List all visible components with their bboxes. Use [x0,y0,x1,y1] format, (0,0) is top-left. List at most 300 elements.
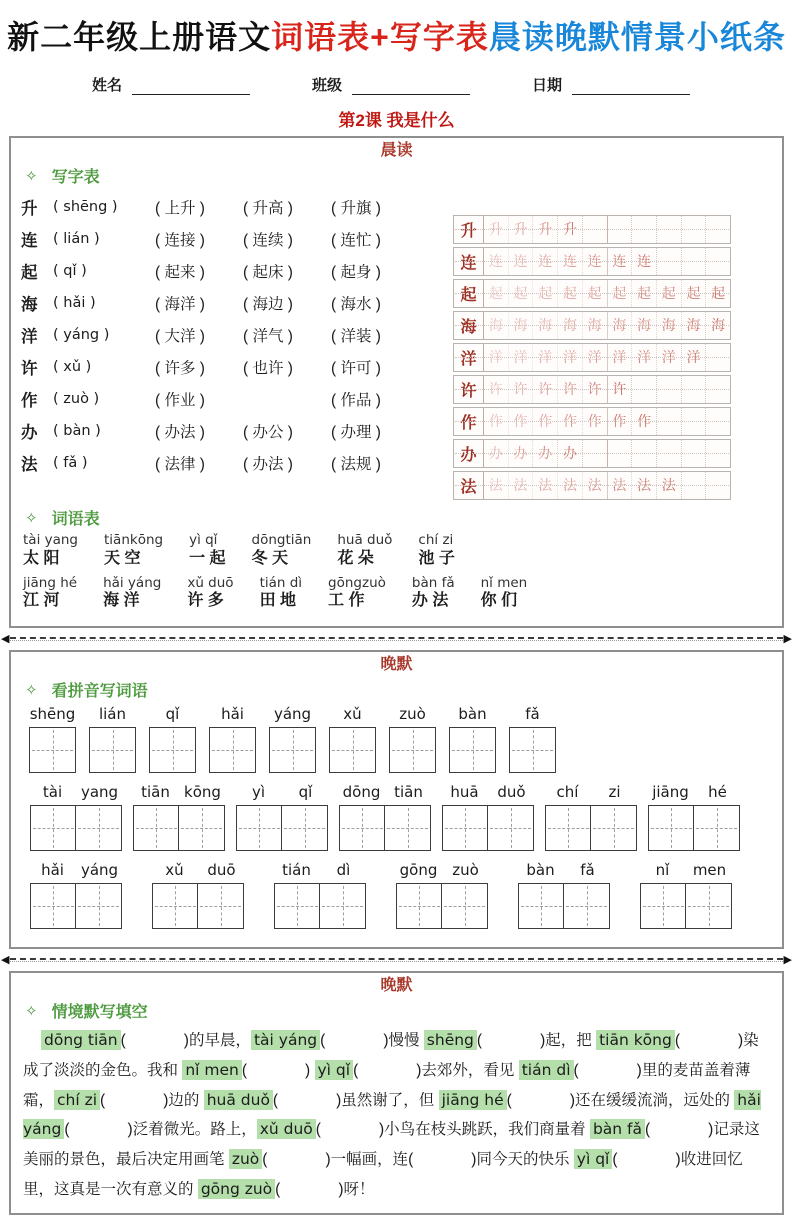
answer-blank: ( ) [320,1032,389,1050]
stroke-row-character: 作 [454,408,484,435]
stroke-order-row [453,375,731,404]
word-hanzi: 海 洋 [103,592,140,610]
paragraph-text: 的早晨， [188,1032,251,1050]
pinyin-label: fǎ [525,705,540,724]
pinyin-syllable-1: yì [251,783,266,802]
stroke-cell [656,248,681,275]
lesson-title: 第2课 我是什么 [338,111,455,130]
stroke-cell: 海 [681,312,706,339]
stroke-cell [705,248,730,275]
writing-grid-pair [640,883,732,929]
stroke-cell [681,440,706,467]
writing-table-row [21,287,453,319]
pinyin-box-group [29,783,123,851]
stroke-cell [656,216,681,243]
writing-grid-pair [30,883,122,929]
stroke-cell [705,216,730,243]
left-arrow-icon: ◀ [1,953,10,966]
pinyin-box-group [517,861,611,929]
stroke-cell [705,344,730,371]
pinyin-box-group [269,705,316,773]
writing-grid-pair [30,805,122,851]
pinyin-syllable-1: jiāng [652,783,689,802]
writing-grid-box [178,805,225,851]
stroke-cell: 许 [607,376,632,403]
answer-blank: ( ) [476,1032,546,1050]
pinyin-syllable-2: dì [336,861,351,880]
pinyin-highlight: bàn fǎ [590,1119,645,1139]
stroke-cells [484,280,730,307]
writing-grid-box [590,805,637,851]
stroke-cell: 作 [488,413,503,430]
word-hanzi: 许 多 [187,592,224,610]
context-dictation-header [21,999,772,1022]
stroke-cell [607,440,632,467]
pinyin-syllable-1: tián [282,861,311,880]
pinyin-box-group [235,783,329,851]
stroke-cell: 办 [488,445,503,462]
word-item [103,576,161,612]
word-cell-1: ( 连接 ) [155,232,205,249]
pinyin-highlight: hǎi yáng [23,1090,761,1139]
stroke-cell: 海 [631,312,656,339]
writing-table-row [21,319,453,351]
pinyin-syllable-1: chí [556,783,579,802]
writing-grid-box [236,805,283,851]
paragraph-text: 呀！ [343,1180,375,1198]
stroke-cell: 法 [582,472,607,499]
stroke-cell: 海 [508,312,533,339]
hanzi-character: 法 [21,456,38,474]
stroke-cell: 许 [582,376,607,403]
pinyin-highlight: shēng [424,1030,477,1050]
word-pinyin: tài yang [23,532,78,548]
stroke-cell: 作 [508,408,533,435]
pinyin-highlight: tián dì [519,1060,574,1080]
word-cell-2: ( 海边 ) [243,296,293,313]
pinyin-box-row-1 [29,705,772,773]
word-hanzi: 太 阳 [23,549,60,567]
stroke-cell: 许 [508,376,533,403]
right-arrow-icon: ▶ [783,632,792,645]
writing-grid-box [152,883,199,929]
word-item [189,533,225,569]
pinyin-pair-label [235,783,329,801]
paragraph-text: 去郊外，看见 [421,1061,519,1079]
hanzi-character: 起 [21,264,38,282]
pinyin-cell: ( yáng ) [53,327,110,343]
date-label: 日期 [532,77,563,94]
stroke-row-character: 海 [454,312,484,339]
pinyin-cell: ( qǐ ) [53,263,87,279]
stroke-cell: 作 [631,408,656,435]
word-cell-2: ( 洋气 ) [243,328,293,345]
writing-table-header [21,164,772,187]
paragraph-text [310,1062,314,1079]
stroke-cell [656,376,681,403]
class-field [312,74,470,95]
writing-grid-box [29,727,76,773]
writing-grid-pair [545,805,637,851]
stroke-cell: 起 [705,280,730,307]
paragraph-text: 慢慢 [388,1032,424,1050]
hanzi-character: 许 [21,360,38,378]
paragraph-text: 边的 [168,1091,204,1109]
answer-blank: ( ) [64,1121,133,1139]
writing-grid-box [281,805,328,851]
date-blank-line [572,80,690,95]
paragraph-text: 同今天的快乐 [476,1151,574,1169]
pinyin-box-group [544,783,638,851]
writing-grid-box [274,883,321,929]
morning-body [21,191,772,503]
word-list-row-1 [23,533,772,569]
writing-grid-pair [442,805,534,851]
stroke-cell: 洋 [532,344,557,371]
pinyin-highlight: huā duǒ [204,1090,273,1110]
word-item [23,533,78,569]
stroke-cell: 海 [557,312,582,339]
word-pinyin: chí zi [418,532,454,548]
answer-blank: ( ) [315,1121,385,1139]
pinyin-highlight: yì qǐ [315,1060,354,1080]
date-field [532,74,690,95]
word-cell-3: ( 作品 ) [331,392,381,409]
stroke-cell: 升 [532,216,557,243]
pinyin-pair-label [639,861,733,879]
answer-blank: ( ) [262,1151,331,1169]
stroke-cell [705,408,730,435]
stroke-cell: 海 [656,312,681,339]
stroke-cell: 洋 [607,344,632,371]
name-label: 姓名 [92,77,123,94]
cut-line [1,633,792,645]
stroke-cell: 连 [557,248,582,275]
stroke-order-row [453,439,731,468]
pinyin-highlight: jiāng hé [439,1090,507,1110]
section-morning-reading [9,136,784,628]
pinyin-box-group [132,783,226,851]
stroke-order-row [453,247,731,276]
writing-grid-pair [518,883,610,929]
writing-grid-pair [236,805,328,851]
pinyin-highlight: chí zi [54,1090,100,1110]
stroke-cell [705,472,730,499]
stroke-cell: 连 [582,248,607,275]
word-cell-3: ( 升旗 ) [331,200,381,217]
answer-blank: ( ) [272,1091,342,1109]
word-item [23,576,77,612]
word-cell-1: ( 办法 ) [155,424,205,441]
writing-grid-box [133,805,180,851]
writing-grid-box [518,883,565,929]
diamond-icon: ✧ [25,1002,38,1020]
stroke-order-row [453,215,731,244]
pinyin-cell: ( shēng ) [53,199,118,215]
word-pinyin: jiāng hé [23,574,78,591]
answer-blank: ( ) [353,1061,422,1079]
writing-table-row [21,351,453,383]
word-cell-1: ( 大洋 ) [155,328,205,345]
stroke-cell: 法 [631,472,656,499]
writing-grid-box [197,883,244,929]
writing-table [21,191,453,503]
pinyin-writing-title: 看拼音写词语 [51,683,148,701]
stroke-cell [582,440,607,467]
paragraph-text: 虽然谢了，但 [341,1091,439,1109]
writing-grid-box [319,883,366,929]
pinyin-pair-label [395,861,489,879]
stroke-cell: 连 [631,248,656,275]
writing-grid-pair [133,805,225,851]
stroke-cell: 连 [607,248,632,275]
word-pinyin: dōngtiān [251,532,312,548]
paragraph-text: 一幅画，连 [330,1151,409,1169]
word-table-title: 词语表 [51,511,100,528]
word-list-row-2 [23,576,772,612]
answer-blank: ( ) [573,1061,642,1079]
word-hanzi: 工 作 [328,592,365,610]
pinyin-box-group [338,783,432,851]
word-cell-2: ( 也许 ) [243,360,293,377]
pinyin-box-group [29,861,123,929]
word-cell-1: ( 海洋 ) [155,296,205,313]
stroke-cell: 洋 [508,344,533,371]
stroke-cell: 作 [607,408,632,435]
writing-grid-box [75,883,122,929]
stroke-cell: 作 [557,408,582,435]
stroke-cells [484,472,730,499]
stroke-cells [484,408,730,435]
stroke-cell: 连 [508,248,533,275]
stroke-order-row [453,279,731,308]
pinyin-label: zuò [399,705,426,724]
evening-header-2: 晚默 [380,977,413,995]
hanzi-character: 升 [21,200,38,218]
page-title [4,12,789,58]
title-part-red: 词语表+写字表 [271,19,489,55]
diamond-icon: ✧ [25,681,38,699]
word-cell-1: ( 法律 ) [155,456,205,473]
stroke-cell [631,440,656,467]
stroke-order-row [453,407,731,436]
pinyin-syllable-2: zuò [452,861,479,880]
stroke-cell [681,472,706,499]
answer-blank: ( ) [408,1151,477,1169]
name-field [92,74,250,95]
pinyin-box-row-2 [29,783,772,851]
stroke-cell: 海 [488,317,503,334]
pinyin-label: hǎi [221,705,244,724]
pinyin-label: yáng [273,705,312,724]
pinyin-pair-label [151,861,245,879]
pinyin-syllable-1: huā [450,783,479,802]
pinyin-highlight: tiān kōng [596,1030,675,1050]
writing-table-row [21,447,453,479]
word-cell-1: ( 上升 ) [155,200,205,217]
pinyin-syllable-2: kōng [184,783,221,802]
pinyin-box-group [449,705,496,773]
writing-grid-box [545,805,592,851]
writing-grid-pair [396,883,488,929]
stroke-cell [681,216,706,243]
context-dictation-title: 情境默写填空 [51,1004,148,1022]
writing-table-row [21,191,453,223]
word-item [328,576,386,612]
paragraph-text: 里的麦苗盖着薄霜， [23,1061,751,1109]
pinyin-cell: ( fǎ ) [53,455,88,471]
paragraph-text: 染成了淡淡的金色。我和 [23,1032,759,1079]
word-hanzi: 田 地 [259,592,297,610]
answer-blank: ( ) [100,1091,169,1109]
pinyin-syllable-2: tiān [394,783,423,802]
writing-grid-box [75,805,122,851]
writing-grid-box [30,883,77,929]
pinyin-pair-label [273,861,367,879]
stroke-cell: 法 [656,472,681,499]
writing-grid-box [329,727,376,773]
stroke-cell: 升 [557,216,582,243]
writing-grid-box [563,883,610,929]
pinyin-highlight: nǐ men [182,1060,242,1080]
dictation-paragraph [23,1026,770,1205]
word-pinyin: tián dì [259,574,303,591]
stroke-cell [631,376,656,403]
word-hanzi: 天 空 [104,549,141,567]
hanzi-character: 连 [21,232,38,250]
stroke-cell: 办 [532,440,557,467]
writing-table-row [21,383,453,415]
stroke-cell: 起 [557,280,582,307]
word-pinyin: gōngzuò [328,574,386,591]
stroke-cell [656,408,681,435]
pinyin-highlight: zuò [229,1149,262,1169]
stroke-cell: 办 [557,440,582,467]
pinyin-pair-label [517,861,611,879]
stroke-cell: 起 [681,280,706,307]
pinyin-box-group [647,783,741,851]
stroke-cell: 洋 [582,344,607,371]
writing-grid-box [269,727,316,773]
stroke-cell: 法 [508,472,533,499]
pinyin-box-group [395,861,489,929]
stroke-cell: 升 [488,221,503,238]
stroke-row-character: 升 [454,216,484,243]
stroke-cell: 连 [532,248,557,275]
writing-grid-box [685,883,732,929]
pinyin-cell: ( lián ) [53,231,100,247]
pinyin-box-group [509,705,556,773]
paragraph-text: 收进回忆里，这真是一次有意义的 [23,1151,743,1198]
writing-grid-box [648,805,695,851]
word-hanzi: 池 子 [418,549,455,567]
pinyin-syllable-1: nǐ [655,861,670,880]
stroke-cells [484,344,730,371]
stroke-cells [484,216,730,243]
stroke-row-character: 连 [454,248,484,275]
section-evening-dictation-1 [9,650,784,949]
pinyin-pair-label [647,783,741,801]
writing-table-row [21,255,453,287]
stroke-cell [582,216,607,243]
answer-blank: ( ) [674,1032,744,1050]
paragraph-text: 起，把 [545,1032,597,1050]
writing-grid-box [30,805,77,851]
word-cell-1: ( 作业 ) [155,392,205,409]
word-item [418,533,454,569]
left-arrow-icon: ◀ [1,632,10,645]
pinyin-cell: ( zuò ) [53,391,100,407]
pinyin-pair-label [544,783,638,801]
stroke-cell: 起 [656,280,681,307]
word-item [412,576,455,612]
word-item [260,576,302,612]
stroke-cell: 洋 [488,349,503,366]
writing-grid-box [389,727,436,773]
pinyin-box-group [389,705,436,773]
pinyin-box-row-3 [29,861,772,929]
stroke-cell [607,216,632,243]
name-blank-line [132,80,250,95]
stroke-cell: 洋 [631,344,656,371]
diamond-icon: ✧ [25,167,38,185]
pinyin-box-group [29,705,76,773]
paragraph-text: 小鸟在枝头跳跃，我们商量着 [384,1121,590,1139]
word-hanzi: 你 们 [480,592,518,610]
word-item [481,576,528,612]
stroke-cells [484,248,730,275]
answer-blank: ( ) [241,1061,311,1079]
writing-table-row [21,223,453,255]
writing-grid-box [209,727,256,773]
writing-grid-box [339,805,386,851]
word-cell-3: ( 许可 ) [331,360,381,377]
pinyin-cell: ( bàn ) [53,423,101,439]
meta-row [92,74,793,95]
stroke-cell: 许 [532,376,557,403]
word-cell-3: ( 连忙 ) [331,232,381,249]
word-cell-1: ( 起来 ) [155,264,205,281]
stroke-cell [705,440,730,467]
morning-header: 晨读 [380,142,413,159]
writing-grid-box [384,805,431,851]
writing-table-title: 写字表 [51,169,100,186]
stroke-cell: 洋 [681,344,706,371]
word-item [337,533,392,569]
stroke-cell: 法 [532,472,557,499]
stroke-cell: 许 [557,376,582,403]
word-item [104,533,163,569]
writing-grid-pair [339,805,431,851]
word-table-header [21,506,772,529]
word-cell-3: ( 法规 ) [331,456,381,473]
stroke-cell [681,408,706,435]
pinyin-box-group [329,705,376,773]
pinyin-box-group [441,783,535,851]
stroke-cell: 起 [582,280,607,307]
stroke-cell: 起 [488,285,503,302]
stroke-cell: 法 [607,472,632,499]
pinyin-label: qǐ [165,705,180,724]
stroke-cell: 起 [631,280,656,307]
stroke-row-character: 办 [454,440,484,467]
writing-table-row [21,415,453,447]
title-part-blue: 晨读晚默情景小纸条 [488,19,786,55]
pinyin-cell: ( hǎi ) [53,295,96,311]
writing-grid-box [396,883,443,929]
stroke-order-grid [453,215,731,503]
stroke-order-row [453,471,731,500]
